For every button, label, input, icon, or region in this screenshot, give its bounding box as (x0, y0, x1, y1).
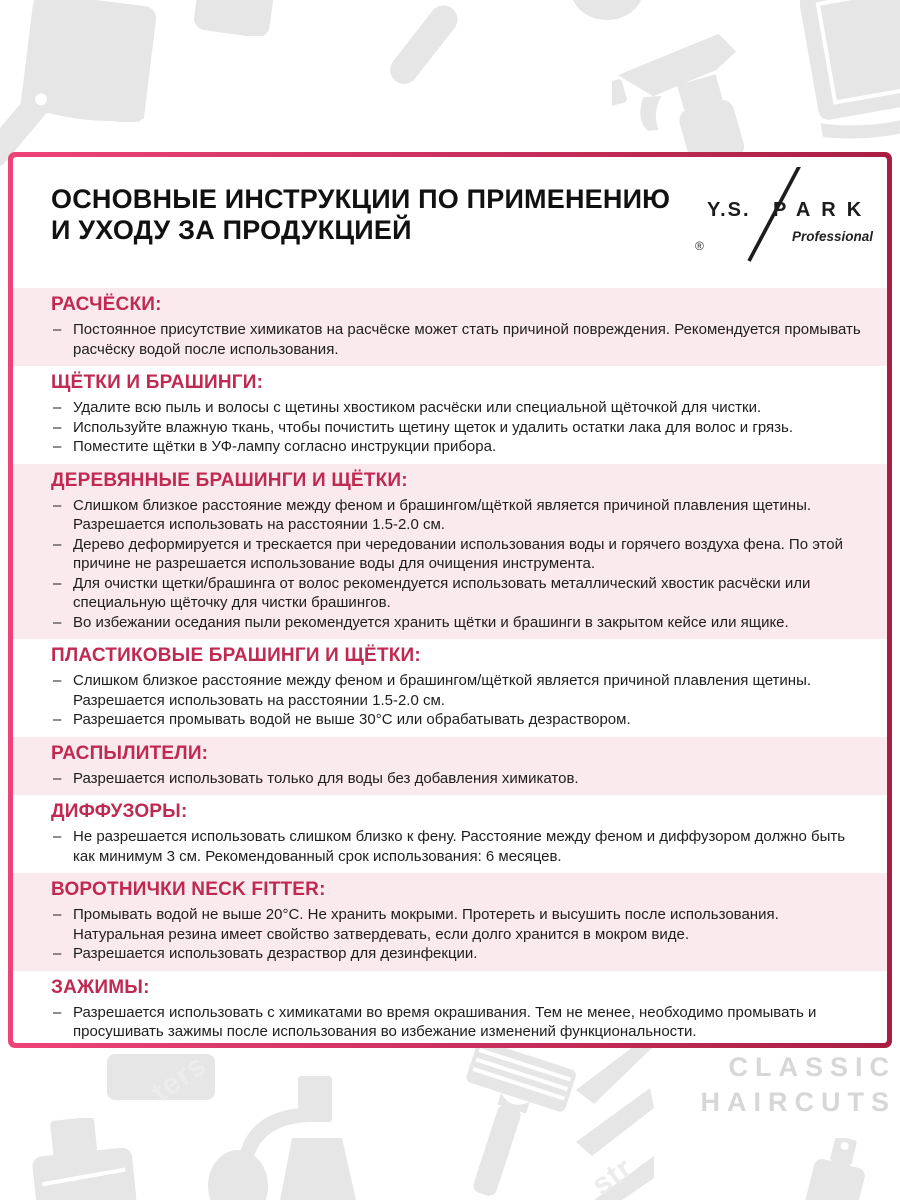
safety-razor-icon (448, 1048, 578, 1200)
bullet-dash: – (53, 613, 62, 631)
section-heading: ЗАЖИМЫ: (51, 976, 150, 998)
bullet-dash: – (53, 945, 62, 962)
spray-bottle-icon (612, 28, 757, 153)
bullet-text: Постоянное присутствие химикатов на расчёске может стать причиной повреждения. Рекомендуется промывать расчёску водой после использования. (73, 321, 861, 358)
sections (13, 288, 887, 1043)
bullet-text: Промывать водой не выше 20°С. Не хранить мокрыми. Протереть и высушить после использования. Натуральная резина имеет свойство затвердевать, если долго хранится в мокром виде. (73, 906, 779, 943)
registered-mark: ® (695, 239, 704, 253)
bullet-text: Не разрешается использовать слишком близко к фену. Расстояние между феном и диффузором должно быть как минимум 3 см. Рекомендованный срок использования: 6 месяцев. (73, 828, 846, 865)
section-bullet-list (51, 905, 871, 964)
card-header (13, 157, 887, 288)
instruction-section (13, 464, 887, 640)
watermark-line1: CLASSIC (728, 1052, 896, 1082)
bullet-item (51, 320, 871, 359)
bullet-dash: – (53, 438, 62, 455)
bullet-item (51, 437, 871, 457)
bullet-item (51, 496, 871, 535)
bullet-text: Во избежании оседания пыли рекомендуется хранить щётки и брашинги в закрытом кейсе или ящике. (73, 613, 789, 631)
card-body (13, 157, 887, 1043)
bullet-text: Для очистки щетки/брашинга от волос рекомендуется использовать металлический хвостик расчёски или специальную щёточку для чистки брашингов. (73, 574, 811, 611)
section-bullet-list (51, 1003, 871, 1042)
bullet-dash: – (53, 828, 62, 845)
bullet-item (51, 398, 871, 418)
instruction-section (13, 639, 887, 737)
instruction-section (13, 288, 887, 366)
ys-park-logo (693, 167, 873, 267)
hairdryer-nozzle-icon (568, 0, 646, 22)
section-bullet-list (51, 827, 871, 866)
title-line1: ОСНОВНЫЕ ИНСТРУКЦИИ ПО ПРИМЕНЕНИЮ (51, 184, 671, 214)
clipper-square-icon (800, 0, 900, 142)
brush-handle-icon (388, 4, 458, 94)
section-bullet-list (51, 320, 871, 359)
bullet-dash: – (53, 321, 62, 338)
bullet-text: Разрешается промывать водой не выше 30°С или обрабатывать дезраствором. (73, 711, 631, 728)
bullet-dash: – (53, 672, 62, 689)
section-heading: ПЛАСТИКОВЫЕ БРАШИНГИ И ЩЁТКИ: (51, 645, 421, 666)
bullet-item (51, 1003, 871, 1042)
bullet-text: Дерево деформируется и трескается при чередовании использования воды и горячего воздуха фена. По этой причине не разрешается использование воды для очищения инструмента. (73, 535, 843, 572)
bullet-dash: – (53, 769, 62, 787)
instruction-section (13, 795, 887, 873)
bullet-text: Разрешается использовать с химикатами во время окрашивания. Тем не менее, необходимо промывать и просушивать зажимы после использования во избежание изменений функциональности. (73, 1003, 817, 1040)
section-bullet-list (51, 769, 871, 789)
bullet-text: Удалите всю пыль и волосы с щетины хвостиком расчёски или специальной щёточкой для чистки. (73, 399, 762, 416)
bullet-item (51, 827, 871, 866)
watermark-text-fragment: ters (145, 1048, 213, 1110)
instruction-section (13, 971, 887, 1044)
bullet-item (51, 944, 871, 964)
logo-professional-text: Professional (791, 229, 873, 244)
bullet-dash: – (53, 574, 62, 592)
watermark-text-fragment: str (585, 1151, 639, 1202)
instruction-card (8, 152, 892, 1048)
section-bullet-list (51, 671, 871, 730)
bullet-dash: – (53, 399, 62, 416)
spray-can-icon (802, 1138, 882, 1200)
bottle-cap-icon (192, 0, 277, 36)
section-heading: РАСЧЁСКИ: (51, 294, 162, 315)
page-title (51, 184, 687, 246)
bullet-item (51, 418, 871, 438)
section-heading: ЩЁТКИ И БРАШИНГИ: (51, 372, 264, 393)
section-heading: ДЕРЕВЯННЫЕ БРАШИНГИ И ЩЁТКИ: (51, 469, 408, 491)
bullet-dash: – (53, 496, 62, 514)
section-bullet-list (51, 496, 871, 633)
bullet-item (51, 710, 871, 730)
watermark-line2: HAIRCUTS (700, 1087, 896, 1117)
bullet-item (51, 671, 871, 710)
bullet-dash: – (53, 906, 62, 923)
bullet-item (51, 535, 871, 574)
bullet-text: Разрешается использовать дезраствор для дезинфекции. (73, 945, 478, 962)
bullet-text: Разрешается использовать только для воды без добавления химикатов. (73, 769, 579, 787)
bullet-item (51, 905, 871, 944)
bullet-text: Поместите щётки в УФ-лампу согласно инструкции прибора. (73, 438, 497, 455)
bullet-item (51, 613, 871, 633)
section-bullet-list (51, 398, 871, 457)
bullet-text: Используйте влажную ткань, чтобы почистить щетину щеток и удалить остатки лака для волос и грязь. (73, 418, 793, 436)
bullet-text: Слишком близкое расстояние между феном и брашингом/щёткой является причиной плавления щетины. Разрешается использовать на расстоянии 1.5-2.0 см. (73, 496, 812, 533)
perfume-atomizer-icon (196, 1068, 371, 1200)
classic-haircuts-watermark (636, 1051, 896, 1120)
clipper-bottom-icon (20, 1118, 145, 1200)
bullet-dash: – (53, 535, 62, 553)
instruction-section (13, 737, 887, 796)
bullet-dash: – (53, 711, 62, 728)
section-heading: ДИФФУЗОРЫ: (51, 801, 188, 822)
bullet-dash: – (53, 418, 62, 436)
bullet-dash: – (53, 1003, 62, 1021)
instruction-section (13, 873, 887, 971)
bullet-item (51, 769, 871, 789)
title-line2: И УХОДУ ЗА ПРОДУКЦИЕЙ (51, 215, 412, 245)
section-heading: ВОРОТНИЧКИ NECK FITTER: (51, 879, 326, 900)
section-heading: РАСПЫЛИТЕЛИ: (51, 742, 209, 764)
bullet-text: Слишком близкое расстояние между феном и брашингом/щёткой является причиной плавления щетины. Разрешается использовать на расстоянии 1.5-2.0 см. (73, 672, 812, 709)
logo-ys-text: Y.S. (707, 199, 751, 221)
logo-park-text: PARK (773, 199, 873, 221)
instruction-section (13, 366, 887, 464)
bullet-item (51, 574, 871, 613)
